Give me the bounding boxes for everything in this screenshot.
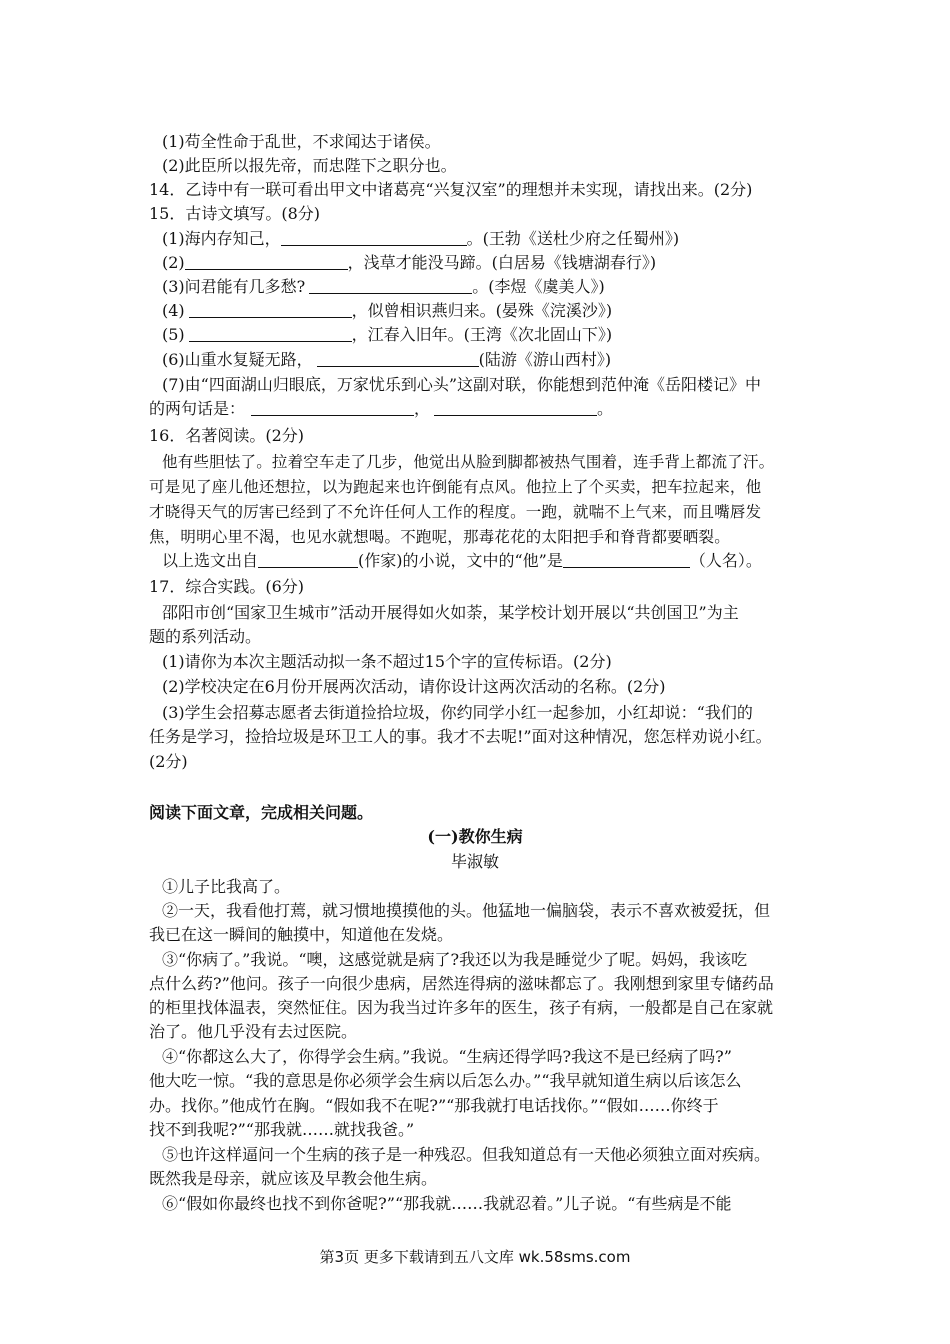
fill-2-source: ，浅草才能没马蹄。(白居易《钱塘湖春行》) [347,253,657,272]
source-prompt: 以上选文出自 [162,551,259,570]
fill-3 [162,275,605,299]
answer-blank[interactable] [317,350,479,367]
fill-5 [162,323,612,347]
article-title: (一)教你生病 [427,827,523,846]
passage-line-3: 才晓得天气的厉害已经到了不允许任何人工作的程度。一跑，就喘不上气来，而且嘴唇发 [149,503,762,521]
practice-sub-3-score: (2分) [149,752,188,771]
fill-1-source: 。(王勃《送杜少府之任蜀州》) [466,229,680,248]
fill-4 [162,299,612,323]
source-question [162,549,762,573]
question-16: 16．名著阅读。(2分) [149,426,305,445]
question-17: 17．综合实践。(6分) [149,577,305,596]
answer-blank[interactable] [434,399,597,416]
fill-1-prompt: (1)海内存知己， [162,229,281,248]
passage-line-4: 焦，明明心里不渴，也见水就想喝。不跑呢，那毒花花的太阳把手和脊背都要晒裂。 [149,528,730,546]
fill-6-source: (陆游《游山西村》) [478,350,612,369]
article-para-1: ①儿子比我高了。 [162,877,291,896]
answer-blank[interactable] [258,551,358,568]
article-para-3b: 点什么药?”他问。孩子一向很少患病，居然连得病的滋味都忘了。我刚想到家里专储药品 [149,974,774,993]
passage-line-1: 他有些胆怯了。拉着空车走了几步，他觉出从脸到脚都被热气围着，连手背上都流了汗。 [162,453,775,471]
fill-6 [162,348,611,372]
practice-sub-2: (2)学校决定在6月份开展两次活动，请你设计这两次活动的名称。(2分) [162,677,666,696]
fill-4-number: (4) [162,301,185,320]
source-middle: (作家)的小说，文中的“他”是 [358,551,563,570]
page-footer: 第3页 更多下载请到五八文库 wk.58sms.com [319,1248,631,1266]
article-para-4d: 找不到我呢?”“那我就……就找我爸。” [149,1120,415,1139]
answer-blank[interactable] [563,551,690,568]
question-15: 15．古诗文填写。(8分) [149,204,321,223]
fill-3-prompt: (3)问君能有几多愁? [162,277,306,296]
fill-1 [162,227,679,251]
fill-7-line1: (7)由“四面湖山归眼底，万家忧乐到心头”这副对联，你能想到范仲淹《岳阳楼记》中 [162,375,762,394]
line-1: (1)苟全性命于乱世，不求闻达于诸侯。 [162,132,441,151]
article-para-3a: ③“你病了。”我说。“噢，这感觉就是病了?我还以为我是睡觉少了呢。妈妈，我该吃 [162,950,748,969]
practice-line-2: 题的系列活动。 [149,627,262,646]
answer-blank[interactable] [189,301,352,318]
article-para-5b: 既然我是母亲，就应该及早教会他生病。 [149,1169,438,1188]
fill-5-number: (5) [162,325,185,344]
question-14: 14．乙诗中有一联可看出甲文中诸葛亮“兴复汉室”的理想并未实现，请找出来。(2分) [149,180,753,199]
answer-blank[interactable] [309,277,472,294]
fill-7-comma: ， [414,399,431,418]
article-para-3d: 治了。他几乎没有去过医院。 [149,1022,358,1041]
reading-instruction: 阅读下面文章，完成相关问题。 [149,803,374,822]
answer-blank[interactable] [185,253,348,270]
passage-line-2: 可是见了座儿他还想拉，以为跑起来也许倒能有点风。他拉上了个买卖，把车拉起来，他 [149,478,762,496]
article-para-4a: ④“你都这么大了，你得学会生病。”我说。“生病还得学吗?我这不是已经病了吗?” [162,1047,732,1066]
fill-6-prompt: (6)山重水复疑无路， [162,350,313,369]
practice-line-1: 邵阳市创“国家卫生城市”活动开展得如火如荼，某学校计划开展以“共创国卫”为主 [162,603,739,622]
article-para-2a: ②一天，我看他打蔫，就习惯地摸摸他的头。他猛地一偏脑袋，表示不喜欢被爱抚，但 [162,901,771,920]
fill-7-period: 。 [597,399,614,418]
fill-3-source: 。(李煜《虞美人》) [472,277,605,296]
article-para-6: ⑥“假如你最终也找不到你爸呢?”“那我就……我就忍着。”儿子说。“有些病是不能 [162,1194,732,1213]
line-2: (2)此臣所以报先帝，而忠陛下之职分也。 [162,156,457,175]
article-para-2b: 我已在这一瞬间的触摸中，知道他在发烧。 [149,925,454,944]
fill-7-line2 [149,397,613,421]
article-para-5a: ⑤也许这样逼问一个生病的孩子是一种残忍。但我知道总有一天他必须独立面对疾病。 [162,1145,771,1164]
fill-4-source: ，似曾相识燕归来。(晏殊《浣溪沙》) [351,301,613,320]
article-para-4b: 他大吃一惊。“我的意思是你必须学会生病以后怎么办。”“我早就知道生病以后该怎么 [149,1071,742,1090]
article-para-3c: 的柜里找体温表，突然怔住。因为我当过许多年的医生，孩子有病，一般都是自己在家就 [149,998,774,1017]
article-para-4c: 办。找你。”他成竹在胸。“假如我不在呢?”“那我就打电话找你。”“假如……你终于 [149,1096,719,1115]
source-end: （人名）。 [689,551,762,570]
answer-blank[interactable] [251,399,414,416]
fill-2-number: (2) [162,253,185,272]
fill-2 [162,251,656,275]
answer-blank[interactable] [189,325,352,342]
answer-blank[interactable] [281,229,467,246]
fill-7-prompt: 的两句话是： [149,399,246,418]
article-author: 毕淑敏 [450,852,499,871]
practice-sub-3-cont: 任务是学习，捡拾垃圾是环卫工人的事。我才不去呢!”面对这种情况，您怎样劝说小红。 [149,727,772,746]
practice-sub-3: (3)学生会招募志愿者去街道捡拾垃圾，你约同学小红一起参加，小红却说：“我们的 [162,703,753,722]
fill-5-source: ，江春入旧年。(王湾《次北固山下》) [351,325,613,344]
practice-sub-1: (1)请你为本次主题活动拟一条不超过15个字的宣传标语。(2分) [162,652,612,671]
